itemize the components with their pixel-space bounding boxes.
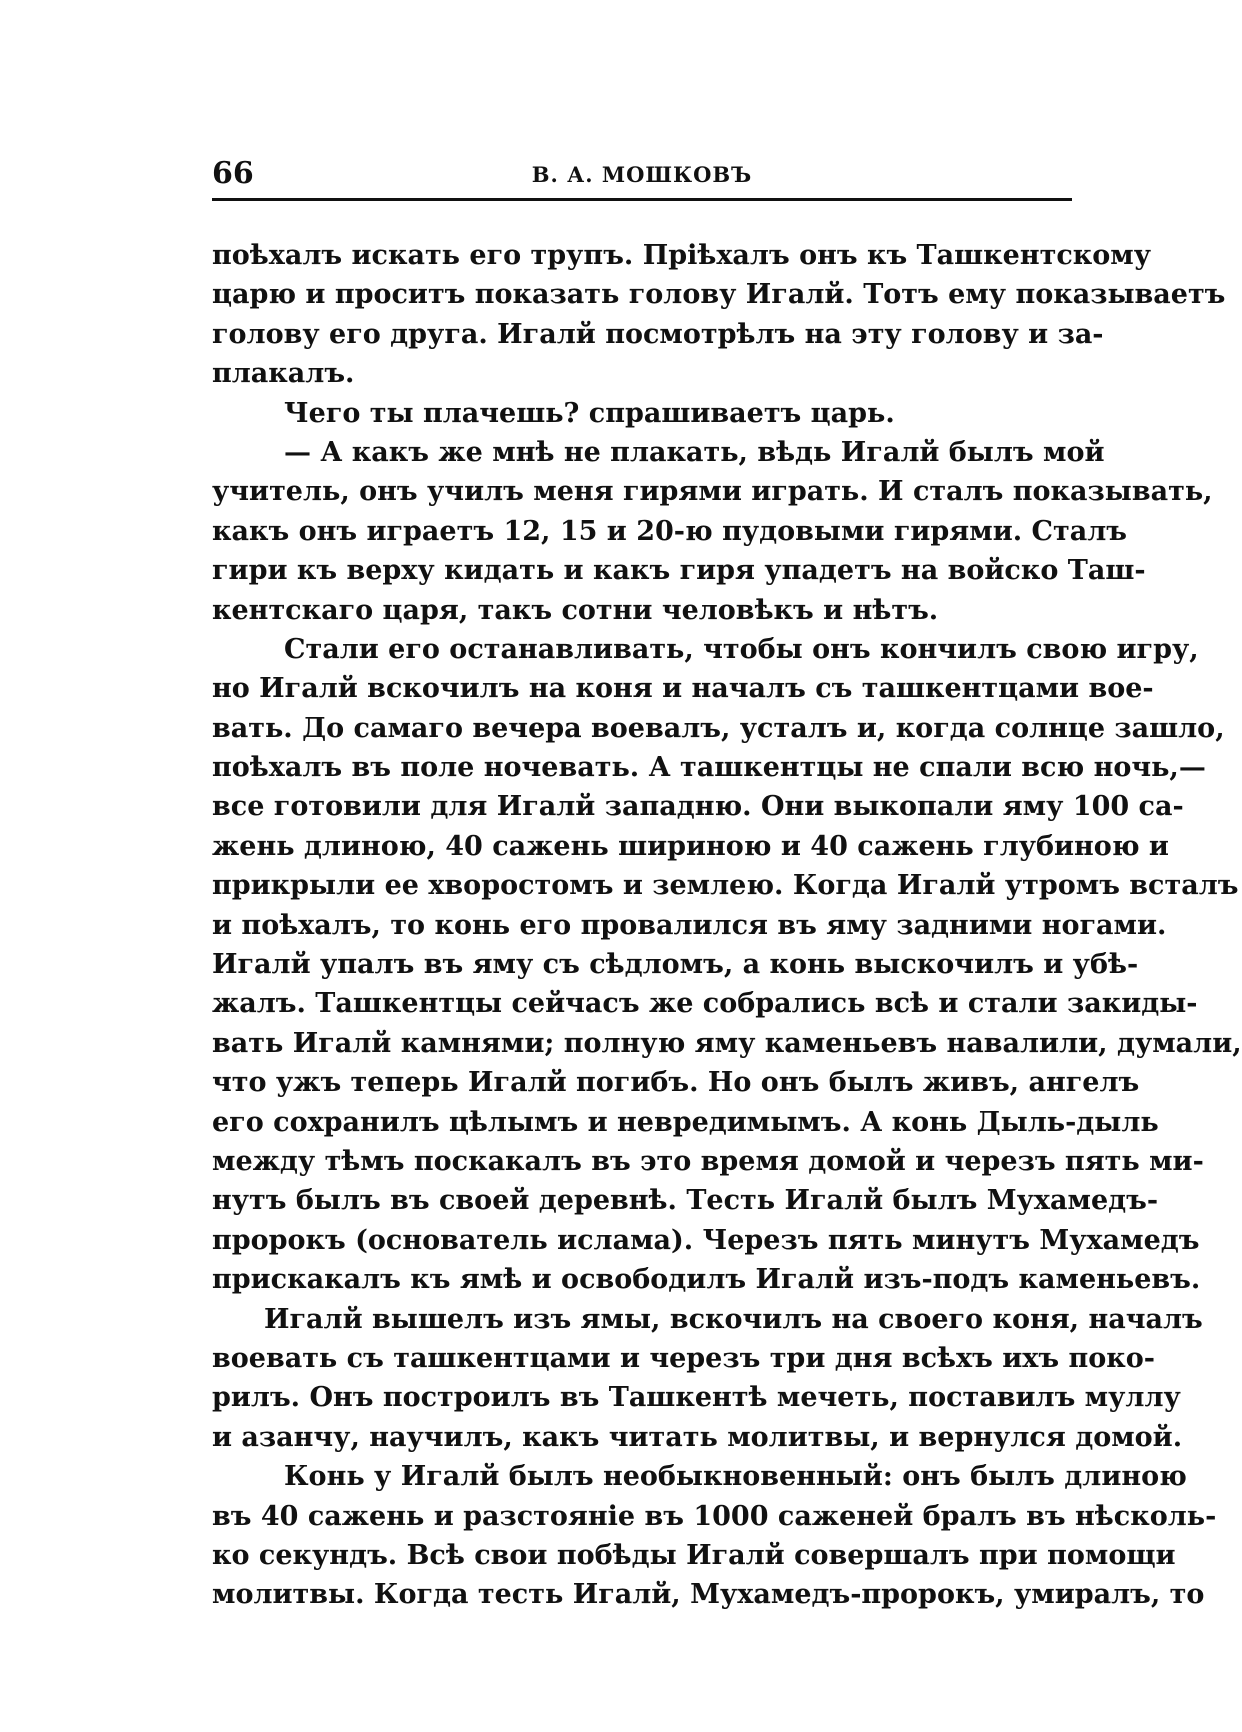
text-line: Игалй упалъ въ яму съ сѣдломъ, а конь выскочилъ и убѣ- (212, 949, 1139, 981)
text-line: воевать съ ташкентцами и черезъ три дня всѣхъ ихъ поко- (212, 1342, 1155, 1374)
text-line: молитвы. Когда тесть Игалй, Мухамедъ-пророкъ, умиралъ, то (212, 1579, 1205, 1611)
text-line: его сохранилъ цѣлымъ и невредимымъ. А конь Дыль-дыль (212, 1106, 1159, 1138)
header-rule (212, 198, 1072, 201)
text-line: — А какъ же мнѣ не плакать, вѣдь Игалй былъ мой (284, 436, 1105, 468)
text-line: жень длиною, 40 сажень шириною и 40 сажень глубиною и (212, 830, 1169, 862)
text-line: Чего ты плачешь? спрашиваетъ царь. (284, 397, 895, 429)
text-line: вать. До самаго вечера воевалъ, усталъ и, когда солнце зашло, (212, 712, 1225, 744)
text-line: но Игалй вскочилъ на коня и началъ съ ташкентцами вое- (212, 673, 1154, 705)
text-line: поѣхалъ искать его трупъ. Пріѣхалъ онъ къ Ташкентскому (212, 240, 1152, 271)
text-line: въ 40 сажень и разстояніе въ 1000 саженей бралъ въ нѣсколь- (212, 1500, 1217, 1532)
text-line: какъ онъ играетъ 12, 15 и 20-ю пудовыми гирями. Сталъ (212, 515, 1127, 547)
text-line: между тѣмъ поскакалъ въ это время домой и черезъ пять ми- (212, 1145, 1204, 1177)
text-line: поѣхалъ въ поле ночевать. А ташкентцы не спали всю ночь,— (212, 752, 1206, 784)
text-line: голову его друга. Игалй посмотрѣлъ на эту голову и за- (212, 318, 1104, 350)
running-head-author: В. А. МОШКОВЪ (531, 162, 753, 187)
page-header (212, 156, 1072, 196)
text-line: ко секундъ. Всѣ свои побѣды Игалй совершалъ при помощи (212, 1539, 1176, 1571)
text-line: что ужъ теперь Игалй погибъ. Но онъ былъ живъ, ангелъ (212, 1067, 1140, 1099)
body-text (212, 236, 1242, 1615)
text-line: жалъ. Ташкентцы сейчасъ же собрались всѣ и стали закиды- (212, 988, 1198, 1020)
text-line: и азанчу, научилъ, какъ читать молитвы, и вернулся домой. (212, 1421, 1183, 1453)
text-line: кентскаго царя, такъ сотни человѣкъ и нѣтъ. (212, 594, 939, 626)
text-line: и поѣхалъ, то конь его провалился въ яму задними ногами. (212, 909, 1167, 941)
text-line: пророкъ (основатель ислама). Черезъ пять минутъ Мухамедъ (212, 1224, 1200, 1256)
text-line: Игалй вышелъ изъ ямы, вскочилъ на своего коня, началъ (264, 1303, 1203, 1335)
text-line: Стали его останавливать, чтобы онъ кончилъ свою игру, (284, 633, 1199, 665)
text-line: все готовили для Игалй западню. Они выкопали яму 100 са- (212, 791, 1184, 823)
text-line: прикрыли ее хворостомъ и землею. Когда Игалй утромъ всталъ (212, 870, 1239, 902)
text-line: учитель, онъ училъ меня гирями играть. И сталъ показывать, (212, 476, 1213, 508)
text-line: рилъ. Онъ построилъ въ Ташкентѣ мечеть, поставилъ муллу (212, 1382, 1181, 1414)
text-line: вать Игалй камнями; полную яму каменьевъ навалили, думали, (212, 1027, 1242, 1059)
text-line: царю и проситъ показать голову Игалй. Тотъ ему показываетъ (212, 279, 1226, 311)
text-line: нутъ былъ въ своей деревнѣ. Тесть Игалй былъ Мухамедъ- (212, 1185, 1159, 1217)
text-line: плакалъ. (212, 358, 355, 390)
text-line: прискакалъ къ ямѣ и освободилъ Игалй изъ-подъ каменьевъ. (212, 1264, 1201, 1296)
text-line: Конь у Игалй былъ необыкновенный: онъ былъ длиною (284, 1461, 1187, 1493)
page-number: 66 (212, 156, 254, 191)
text-line: гири къ верху кидать и какъ гиря упадетъ на войско Таш- (212, 555, 1146, 587)
